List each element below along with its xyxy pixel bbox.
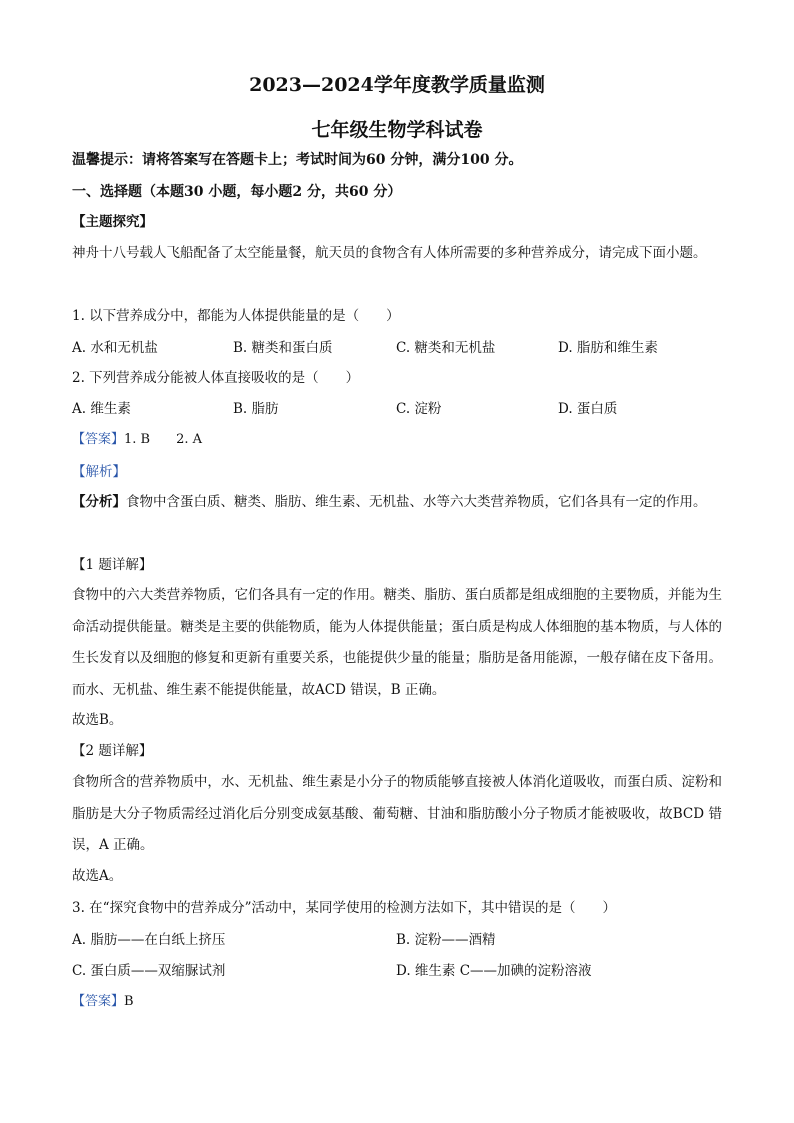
analysis-paragraph <box>72 487 722 519</box>
question-3-option-b: B. 淀粉——酒精 <box>396 932 496 948</box>
detail-1-conclusion: 故选B。 <box>72 712 123 728</box>
question-3-option-d: D. 维生素 C——加碘的淀粉溶液 <box>396 963 592 979</box>
answer-3 <box>72 992 134 1012</box>
answer-label: 【答案】 <box>72 432 125 447</box>
fenxi-label: 【分析】 <box>72 494 126 510</box>
question-2-stem: 2. 下列营养成分能被人体直接吸收的是（ ） <box>72 370 360 386</box>
exam-title: 2023—2024学年度教学质量监测 <box>249 74 545 96</box>
analysis-label: 【解析】 <box>72 464 126 480</box>
question-2-option-b: B. 脂肪 <box>233 401 279 417</box>
question-2-option-d: D. 蛋白质 <box>558 401 618 417</box>
detail-2-label: 【2 题详解】 <box>72 743 153 759</box>
theme-label: 【主题探究】 <box>72 214 153 230</box>
question-1-stem: 1. 以下营养成分中，都能为人体提供能量的是（ ） <box>72 308 400 324</box>
answer-value: 1. B 2. A <box>124 432 203 447</box>
notice: 温馨提示：请将答案写在答题卡上；考试时间为60 分钟，满分100 分。 <box>72 152 523 168</box>
answer-3-value: B <box>124 994 134 1009</box>
detail-2-paragraph: 食物所含的营养物质中，水、无机盐、维生素是小分子的物质能够直接被人体消化道吸收，而蛋白质、淀粉和脂肪是大分子物质需经过消化后分别变成氨基酸、葡萄糖、甘油和脂肪酸小分子物质才能被吸收，故BCD 错误，A 正确。 <box>72 774 722 853</box>
question-3-option-c: C. 蛋白质——双缩脲试剂 <box>72 963 226 979</box>
question-1-option-c: C. 糖类和无机盐 <box>396 340 496 356</box>
detail-1-label: 【1 题详解】 <box>72 557 153 573</box>
answer-3-label: 【答案】 <box>72 994 125 1009</box>
detail-2-conclusion: 故选A。 <box>72 868 123 884</box>
question-2-option-c: C. 淀粉 <box>396 401 442 417</box>
question-3-stem: 3. 在“探究食物中的营养成分”活动中，某同学使用的检测方法如下，其中错误的是（ ） <box>72 900 616 916</box>
exam-subtitle: 七年级生物学科试卷 <box>311 119 483 141</box>
question-1-option-a: A. 水和无机盐 <box>72 340 158 356</box>
question-3-option-a: A. 脂肪——在白纸上挤压 <box>72 932 226 948</box>
question-2-option-a: A. 维生素 <box>72 401 131 417</box>
question-1-option-d: D. 脂肪和维生素 <box>558 340 658 356</box>
question-1-option-b: B. 糖类和蛋白质 <box>233 340 333 356</box>
intro-paragraph: 神舟十八号载人飞船配备了太空能量餐，航天员的食物含有人体所需要的多种营养成分，请完成下面小题。 <box>72 245 707 261</box>
fenxi-text: 食物中含蛋白质、糖类、脂肪、维生素、无机盐、水等六大类营养物质，它们各具有一定的作用。 <box>126 494 707 510</box>
detail-1-paragraph: 食物中的六大类营养物质，它们各具有一定的作用。糖类、脂肪、蛋白质都是组成细胞的主要物质，并能为生命活动提供能量。糖类是主要的供能物质，能为人体提供能量；蛋白质是构成人体细胞的基本物质，与人体的生长发育以及细胞的修复和更新有重要关系，也能提供少量的能量；脂肪是备用能源，一般存储在皮下备用。而水、无机盐、维生素不能提供能量，故ACD 错误，B 正确。 <box>72 587 722 698</box>
answer-1-2 <box>72 430 202 450</box>
section-heading: 一、选择题（本题30 小题，每小题2 分，共60 分） <box>72 184 402 200</box>
